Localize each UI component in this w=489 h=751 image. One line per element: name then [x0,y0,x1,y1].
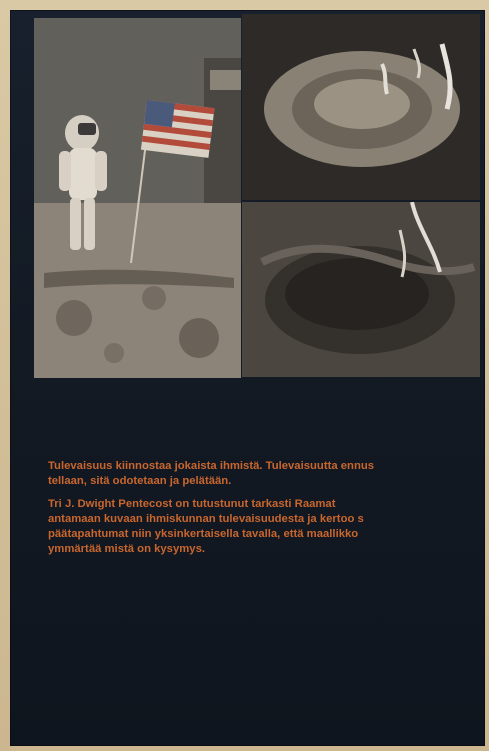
blurb-paragraph-1 [48,459,488,489]
blurb-line: päätapahtumat niin yksinkertaisella tavalla, että maallikko [48,528,359,540]
back-cover-blurb [48,459,488,565]
astronaut-flag-photo [34,18,241,378]
blurb-line: Tri J. Dwight Pentecost on tutustunut tarkasti Raamat [48,498,336,510]
blurb-line: antamaan kuvaan ihmiskunnan tulevaisuudesta ja kertoo s [48,513,364,525]
moon-surface-photo-bottom [242,202,480,377]
moon-surface-illustration-top [242,14,480,200]
moon-surface-illustration-bottom [242,202,480,377]
blurb-line: tellaan, sitä odotetaan ja pelätään. [48,475,232,487]
astronaut-flag-illustration [34,18,241,378]
blurb-line: ymmärtää mistä on kysymys. [48,543,205,555]
blurb-line: Tulevaisuus kiinnostaa jokaista ihmistä. Tulevaisuutta ennus [48,460,375,472]
blurb-paragraph-2 [48,497,488,557]
moon-surface-photo-top [242,14,480,200]
